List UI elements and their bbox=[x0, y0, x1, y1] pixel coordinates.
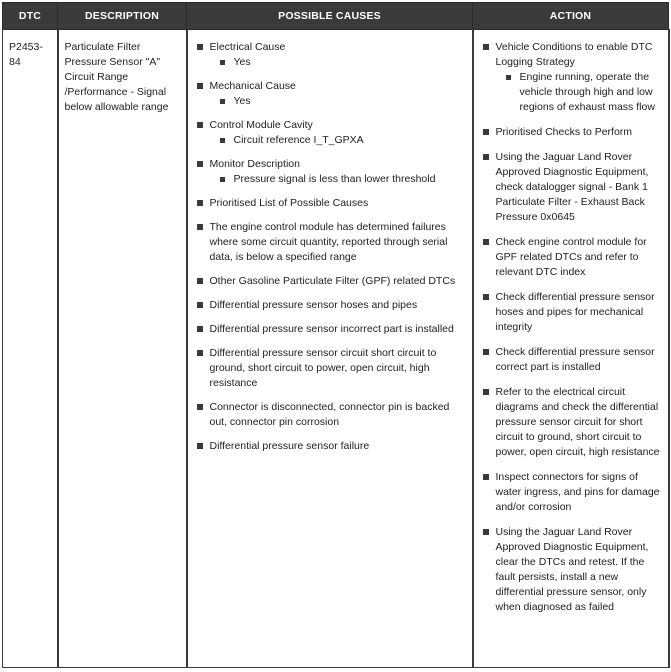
cause-item bbox=[194, 220, 466, 265]
action-item-sublist bbox=[496, 70, 662, 115]
action-item bbox=[480, 125, 662, 140]
header-action: ACTION bbox=[473, 3, 669, 30]
header-possible-causes: POSSIBLE CAUSES bbox=[187, 3, 473, 30]
action-item-text: Using the Jaguar Land Rover Approved Diagnostic Equipment, clear the DTCs and retest. If the fault persists, install a new differential pressure sensor, only when diagnosed as failed bbox=[495, 526, 649, 613]
header-description: DESCRIPTION bbox=[58, 3, 187, 30]
action-item bbox=[480, 525, 662, 615]
description-text: Particulate Filter Pressure Sensor "A" Circuit Range /Performance - Signal below allowable range bbox=[64, 41, 169, 113]
dtc-code-cell bbox=[3, 30, 58, 668]
cause-item-text: Differential pressure sensor incorrect part is installed bbox=[209, 323, 454, 335]
cause-item-text: Differential pressure sensor circuit short circuit to ground, short circuit to power, open circuit, high resistance bbox=[209, 347, 437, 389]
actions-list bbox=[480, 40, 662, 615]
action-item-text: Check differential pressure sensor hoses and pipes for mechanical integrity bbox=[495, 291, 655, 333]
action-cell bbox=[473, 30, 669, 668]
cause-item bbox=[194, 346, 466, 391]
action-item-text: Inspect connectors for signs of water ingress, and pins for damage and/or corrosion bbox=[495, 471, 660, 513]
action-item-text: Refer to the electrical circuit diagrams and check the differential pressure sensor circuit for short circuit to ground, short circuit to power, open circuit, high resistance bbox=[495, 386, 660, 458]
action-item bbox=[480, 385, 662, 460]
action-item bbox=[480, 150, 662, 225]
header-row bbox=[3, 3, 669, 30]
cause-item-subitem: Yes bbox=[210, 94, 466, 109]
dtc-table bbox=[2, 2, 670, 668]
action-item-subitem: Engine running, operate the vehicle through high and low regions of exhaust mass flow bbox=[496, 70, 662, 115]
cause-item bbox=[194, 322, 466, 337]
cause-item-sublist bbox=[210, 94, 466, 109]
action-item bbox=[480, 345, 662, 375]
action-item bbox=[480, 290, 662, 335]
dtc-code: P2453-84 bbox=[9, 41, 43, 68]
cause-item-text: Other Gasoline Particulate Filter (GPF) related DTCs bbox=[209, 275, 456, 287]
action-item bbox=[480, 235, 662, 280]
cause-item-text: Monitor Description bbox=[209, 158, 300, 170]
cause-item-sublist bbox=[210, 133, 466, 148]
cause-item-sublist bbox=[210, 172, 466, 187]
cause-item bbox=[194, 118, 466, 148]
cause-item-text: Connector is disconnected, connector pin is backed out, connector pin corrosion bbox=[209, 401, 450, 428]
action-item-text: Check engine control module for GPF related DTCs and refer to relevant DTC index bbox=[495, 236, 647, 278]
cause-item-subitem: Circuit reference I_T_GPXA bbox=[210, 133, 466, 148]
cause-item bbox=[194, 274, 466, 289]
action-item-text: Check differential pressure sensor correct part is installed bbox=[495, 346, 655, 373]
possible-causes-cell bbox=[187, 30, 473, 668]
cause-item-text: The engine control module has determined failures where some circuit quantity, reported through serial data, is below a specified range bbox=[209, 221, 448, 263]
cause-item-text: Electrical Cause bbox=[209, 41, 286, 53]
action-item bbox=[480, 40, 662, 115]
action-item bbox=[480, 470, 662, 515]
cause-item bbox=[194, 196, 466, 211]
cause-item-text: Differential pressure sensor failure bbox=[209, 440, 370, 452]
cause-item-text: Prioritised List of Possible Causes bbox=[209, 197, 369, 209]
cause-item-subitem: Pressure signal is less than lower threshold bbox=[210, 172, 466, 187]
cause-item-subitem: Yes bbox=[210, 55, 466, 70]
cause-item bbox=[194, 157, 466, 187]
possible-causes-list bbox=[194, 40, 466, 454]
cause-item-text: Control Module Cavity bbox=[209, 119, 313, 131]
cause-item-text: Mechanical Cause bbox=[209, 80, 296, 92]
action-item-text: Using the Jaguar Land Rover Approved Diagnostic Equipment, check datalogger signal - Bank 1 Particulate Filter - Exhaust Back Pressure 0x0645 bbox=[495, 151, 649, 223]
action-item-text: Prioritised Checks to Perform bbox=[495, 126, 633, 138]
table-row bbox=[3, 30, 669, 668]
cause-item-sublist bbox=[210, 55, 466, 70]
action-item-text: Vehicle Conditions to enable DTC Logging Strategy bbox=[495, 41, 653, 68]
cause-item bbox=[194, 439, 466, 454]
cause-item bbox=[194, 298, 466, 313]
cause-item bbox=[194, 40, 466, 70]
description-cell bbox=[58, 30, 187, 668]
header-dtc: DTC bbox=[3, 3, 58, 30]
cause-item bbox=[194, 79, 466, 109]
cause-item bbox=[194, 400, 466, 430]
cause-item-text: Differential pressure sensor hoses and pipes bbox=[209, 299, 418, 311]
